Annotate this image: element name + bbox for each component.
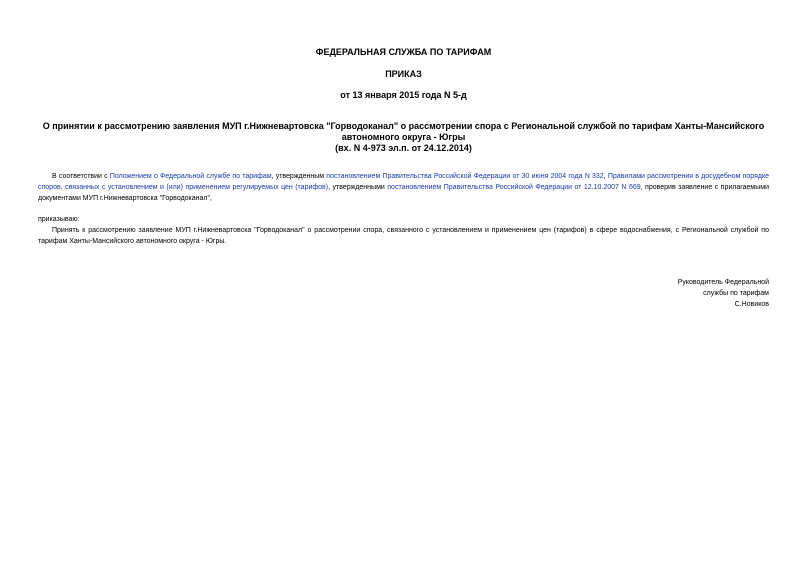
signature-name: С.Новиков xyxy=(734,301,769,308)
order-paragraph: Принять к рассмотрению заявление МУП г.Нижневартовска "Горводоканал" о рассмотрении спора, связанного с установлением и применением цен (тарифов) в сфере водоснабжения, с Региональной службой по тарифам Ханты-Мансийского автономного округа - Югры. xyxy=(38,227,769,245)
title-line-2: автономного округа - Югры xyxy=(341,132,466,142)
title-line-1: О принятии к рассмотрению заявления МУП г.Нижневартовска "Горводоканал" о рассмотрении спора с Региональной службой по тарифам Ханты-Мансийского xyxy=(42,121,765,131)
preamble-text-2: , утвержденным xyxy=(271,173,327,180)
document-type: ПРИКАЗ xyxy=(385,69,422,79)
signature-position-line-1: Руководитель Федеральной xyxy=(677,279,769,286)
signature-block xyxy=(678,277,769,310)
preamble-paragraph xyxy=(38,171,769,204)
signature-position-line-2: службы по тарифам xyxy=(703,290,769,297)
preamble-text-5: , проверив заявление с прилагаемыми документами МУП г.Нижневартовска "Горводоканал", xyxy=(38,184,769,202)
link-government-decree-332[interactable]: постановлением Правительства Российской Федерации от 30 июня 2004 года N 332 xyxy=(326,173,604,180)
link-fst-regulation[interactable]: Положением о Федеральной службе по тарифам xyxy=(109,173,272,180)
preamble-text-4: , утвержденными xyxy=(328,184,388,191)
document-title xyxy=(30,121,777,154)
order-word: приказываю: xyxy=(38,216,80,223)
agency-name: ФЕДЕРАЛЬНАЯ СЛУЖБА ПО ТАРИФАМ xyxy=(315,47,492,57)
preamble-text-3: , xyxy=(603,173,608,180)
preamble-text-1: В соответствии с xyxy=(52,173,110,180)
link-government-decree-669[interactable]: постановлением Правительства Российской Федерации от 12.10.2007 N 669 xyxy=(387,184,641,191)
document-date: от 13 января 2015 года N 5-д xyxy=(340,90,467,100)
title-line-3: (вх. N 4-973 эл.п. от 24.12.2014) xyxy=(335,143,472,153)
link-dispute-rules[interactable]: Правилами рассмотрения в досудебном порядке споров, связанных с установлением и (или) применением регулируемых цен (тарифов) xyxy=(38,173,770,191)
